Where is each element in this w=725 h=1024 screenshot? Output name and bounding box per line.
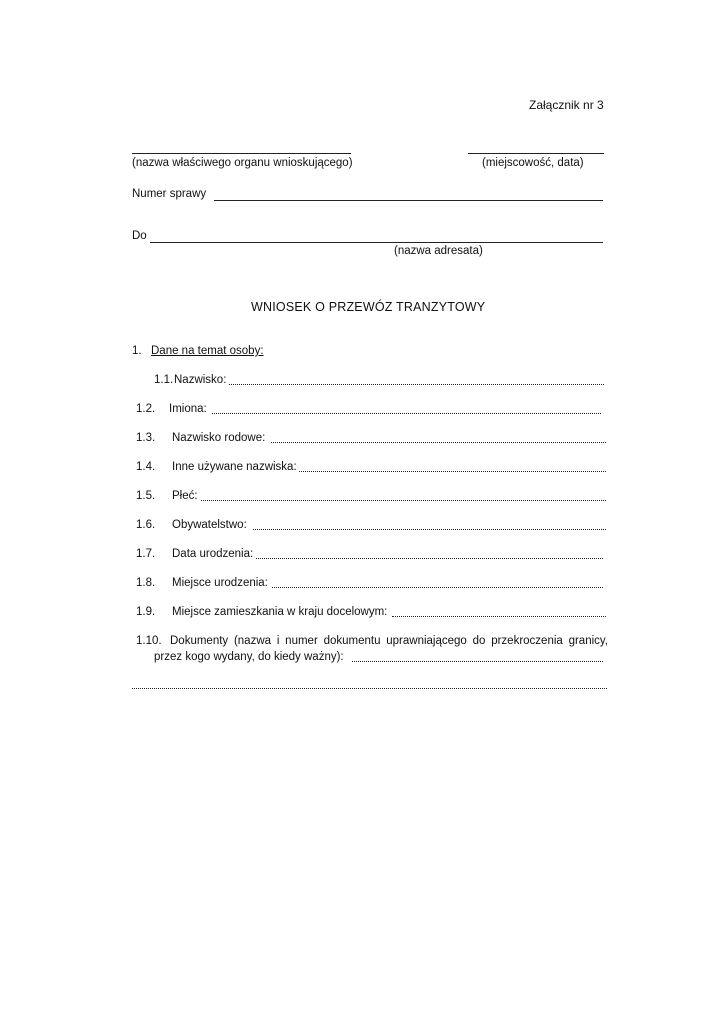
- field-number: 1.1.: [154, 374, 174, 386]
- field-label-plec: Płeć:: [172, 490, 198, 502]
- field-label-dokumenty: Dokumenty (nazwa i numer dokumentu uprawniającego do przekroczenia granicy,: [170, 635, 608, 647]
- field-label-dokumenty-cont: przez kogo wydany, do kiedy ważny):: [154, 651, 344, 663]
- addressee-caption: (nazwa adresata): [394, 245, 483, 257]
- field-number: 1.4.: [136, 461, 156, 473]
- addressee-line[interactable]: [150, 242, 603, 243]
- field-input-dokumenty[interactable]: [352, 661, 603, 662]
- form-title: WNIOSEK O PRZEWÓZ TRANZYTOWY: [251, 300, 486, 314]
- place-date-line[interactable]: [468, 153, 604, 154]
- field-input-nazwisko-rodowe[interactable]: [271, 442, 606, 443]
- field-input-imiona[interactable]: [212, 413, 601, 414]
- place-date-caption: (miejscowość, data): [482, 157, 584, 169]
- field-label-imiona: Imiona:: [169, 403, 207, 415]
- field-number: 1.10.: [136, 635, 162, 647]
- field-input-data-urodzenia[interactable]: [256, 558, 603, 559]
- field-input-miejsce-zamieszkania[interactable]: [392, 616, 606, 617]
- field-label-data-urodzenia: Data urodzenia:: [172, 548, 254, 560]
- field-label-miejsce-zamieszkania: Miejsce zamieszkania w kraju docelowym:: [172, 606, 388, 618]
- to-label: Do: [132, 230, 147, 242]
- case-number-line[interactable]: [214, 200, 603, 201]
- field-label-obywatelstwo: Obywatelstwo:: [172, 519, 247, 531]
- field-number: 1.2.: [136, 403, 156, 415]
- field-label-nazwisko: Nazwisko:: [174, 374, 227, 386]
- field-number: 1.6.: [136, 519, 156, 531]
- field-number: 1.3.: [136, 432, 156, 444]
- field-input-obywatelstwo[interactable]: [253, 529, 606, 530]
- field-number: 1.8.: [136, 577, 156, 589]
- organ-name-caption: (nazwa właściwego organu wnioskującego): [132, 157, 353, 169]
- additional-line[interactable]: [132, 688, 607, 689]
- field-number: 1.9.: [136, 606, 156, 618]
- section-number: 1.: [132, 345, 142, 357]
- field-input-nazwisko[interactable]: [229, 384, 604, 385]
- field-input-inne-nazwiska[interactable]: [299, 471, 606, 472]
- section-heading: Dane na temat osoby:: [151, 345, 264, 357]
- field-label-nazwisko-rodowe: Nazwisko rodowe:: [172, 432, 266, 444]
- organ-name-line[interactable]: [132, 153, 351, 154]
- field-input-miejsce-urodzenia[interactable]: [272, 587, 603, 588]
- field-number: 1.5.: [136, 490, 156, 502]
- attachment-label: Załącznik nr 3: [529, 98, 604, 112]
- field-number: 1.7.: [136, 548, 156, 560]
- field-label-inne-nazwiska: Inne używane nazwiska:: [172, 461, 297, 473]
- field-input-plec[interactable]: [201, 500, 606, 501]
- case-number-label: Numer sprawy: [132, 188, 207, 200]
- field-label-miejsce-urodzenia: Miejsce urodzenia:: [172, 577, 268, 589]
